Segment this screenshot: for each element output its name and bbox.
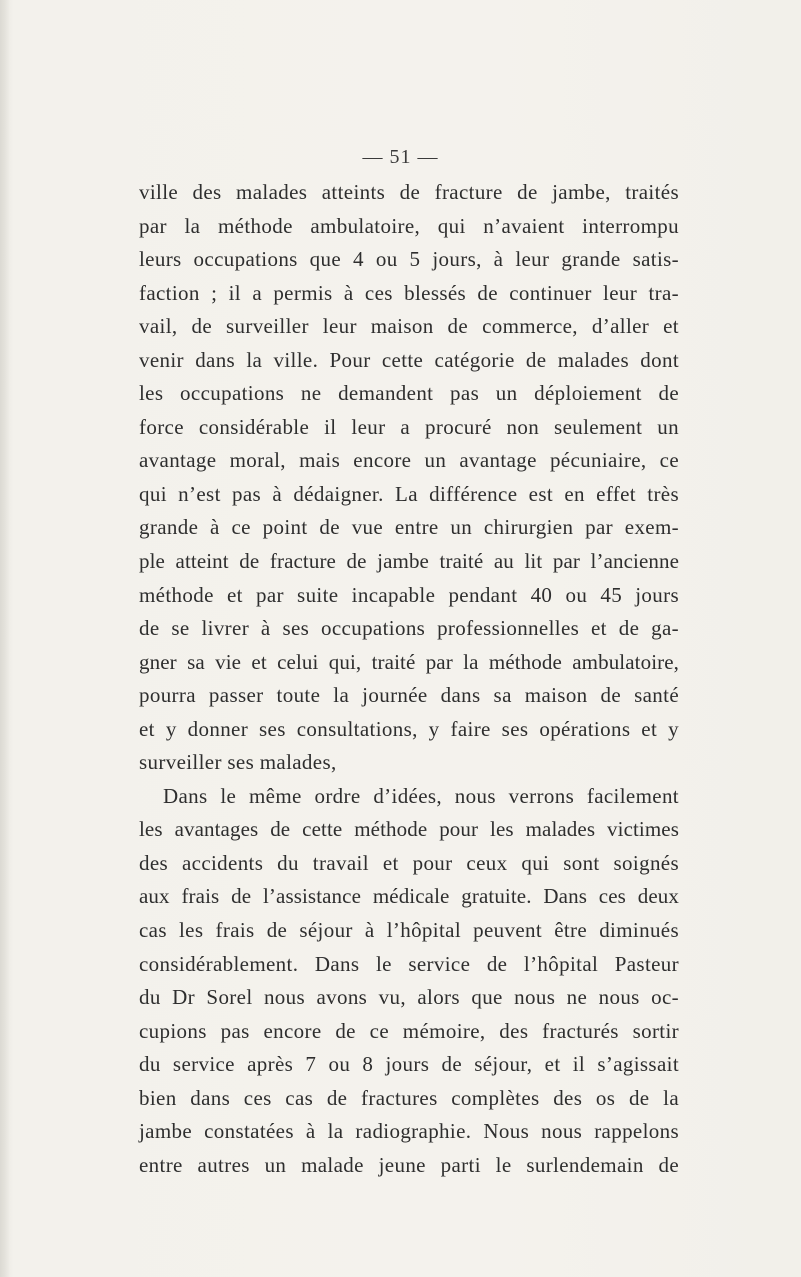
text-line: venir dans la ville. Pour cette catégorie de malades dont	[139, 347, 679, 372]
text-line: entre autres un malade jeune parti le surlendemain de	[139, 1152, 679, 1177]
text-line: de se livrer à ses occupations professionnelles et de ga-	[139, 616, 679, 641]
text-line: ville des malades atteints de fracture de jambe, traités	[139, 180, 679, 204]
text-line: jambe constatées à la radiographie. Nous nous rappelons	[139, 1119, 679, 1144]
text-line: et y donner ses consultations, y faire ses opérations et y	[139, 716, 679, 741]
text-line: cas les frais de séjour à l’hôpital peuvent être diminués	[139, 918, 679, 943]
text-line: leurs occupations que 4 ou 5 jours, à leur grande satis-	[139, 247, 679, 272]
text-line: surveiller ses malades,	[139, 750, 337, 775]
text-line: par la méthode ambulatoire, qui n’avaient interrompu	[139, 213, 679, 238]
text-line: faction ; il a permis à ces blessés de continuer leur tra-	[139, 280, 679, 305]
page-gutter-shadow	[0, 0, 10, 1277]
text-line: avantage moral, mais encore un avantage pécuniaire, ce	[139, 448, 679, 473]
body-text	[139, 176, 679, 1182]
text-line: méthode et par suite incapable pendant 40 ou 45 jours	[139, 582, 679, 607]
text-line: des accidents du travail et pour ceux qui sont soignés	[139, 850, 679, 875]
text-line: les occupations ne demandent pas un déploiement de	[139, 381, 679, 406]
text-line: du service après 7 ou 8 jours de séjour, et il s’agissait	[139, 1052, 679, 1077]
text-line: bien dans ces cas de fractures complètes des os de la	[139, 1085, 679, 1110]
text-line: cupions pas encore de ce mémoire, des fracturés sortir	[139, 1018, 679, 1043]
page-number: — 51 —	[362, 146, 439, 168]
text-line: considérablement. Dans le service de l’hôpital Pasteur	[139, 951, 679, 976]
text-line: force considérable il leur a procuré non seulement un	[139, 414, 679, 439]
text-line: ple atteint de fracture de jambe traité au lit par l’ancienne	[139, 549, 679, 574]
text-line: pourra passer toute la journée dans sa maison de santé	[139, 683, 679, 708]
text-line: aux frais de l’assistance médicale gratuite. Dans ces deux	[139, 884, 679, 909]
text-line: du Dr Sorel nous avons vu, alors que nous ne nous oc-	[139, 985, 679, 1010]
text-line: qui n’est pas à dédaigner. La différence est en effet très	[139, 481, 679, 506]
text-line: Dans le même ordre d’idées, nous verrons facilement	[163, 783, 679, 808]
text-line: vail, de surveiller leur maison de commerce, d’aller et	[139, 314, 679, 339]
text-line: les avantages de cette méthode pour les malades victimes	[139, 817, 679, 842]
text-line: grande à ce point de vue entre un chirurgien par exem-	[139, 515, 679, 540]
text-line: gner sa vie et celui qui, traité par la méthode ambulatoire,	[139, 649, 679, 674]
